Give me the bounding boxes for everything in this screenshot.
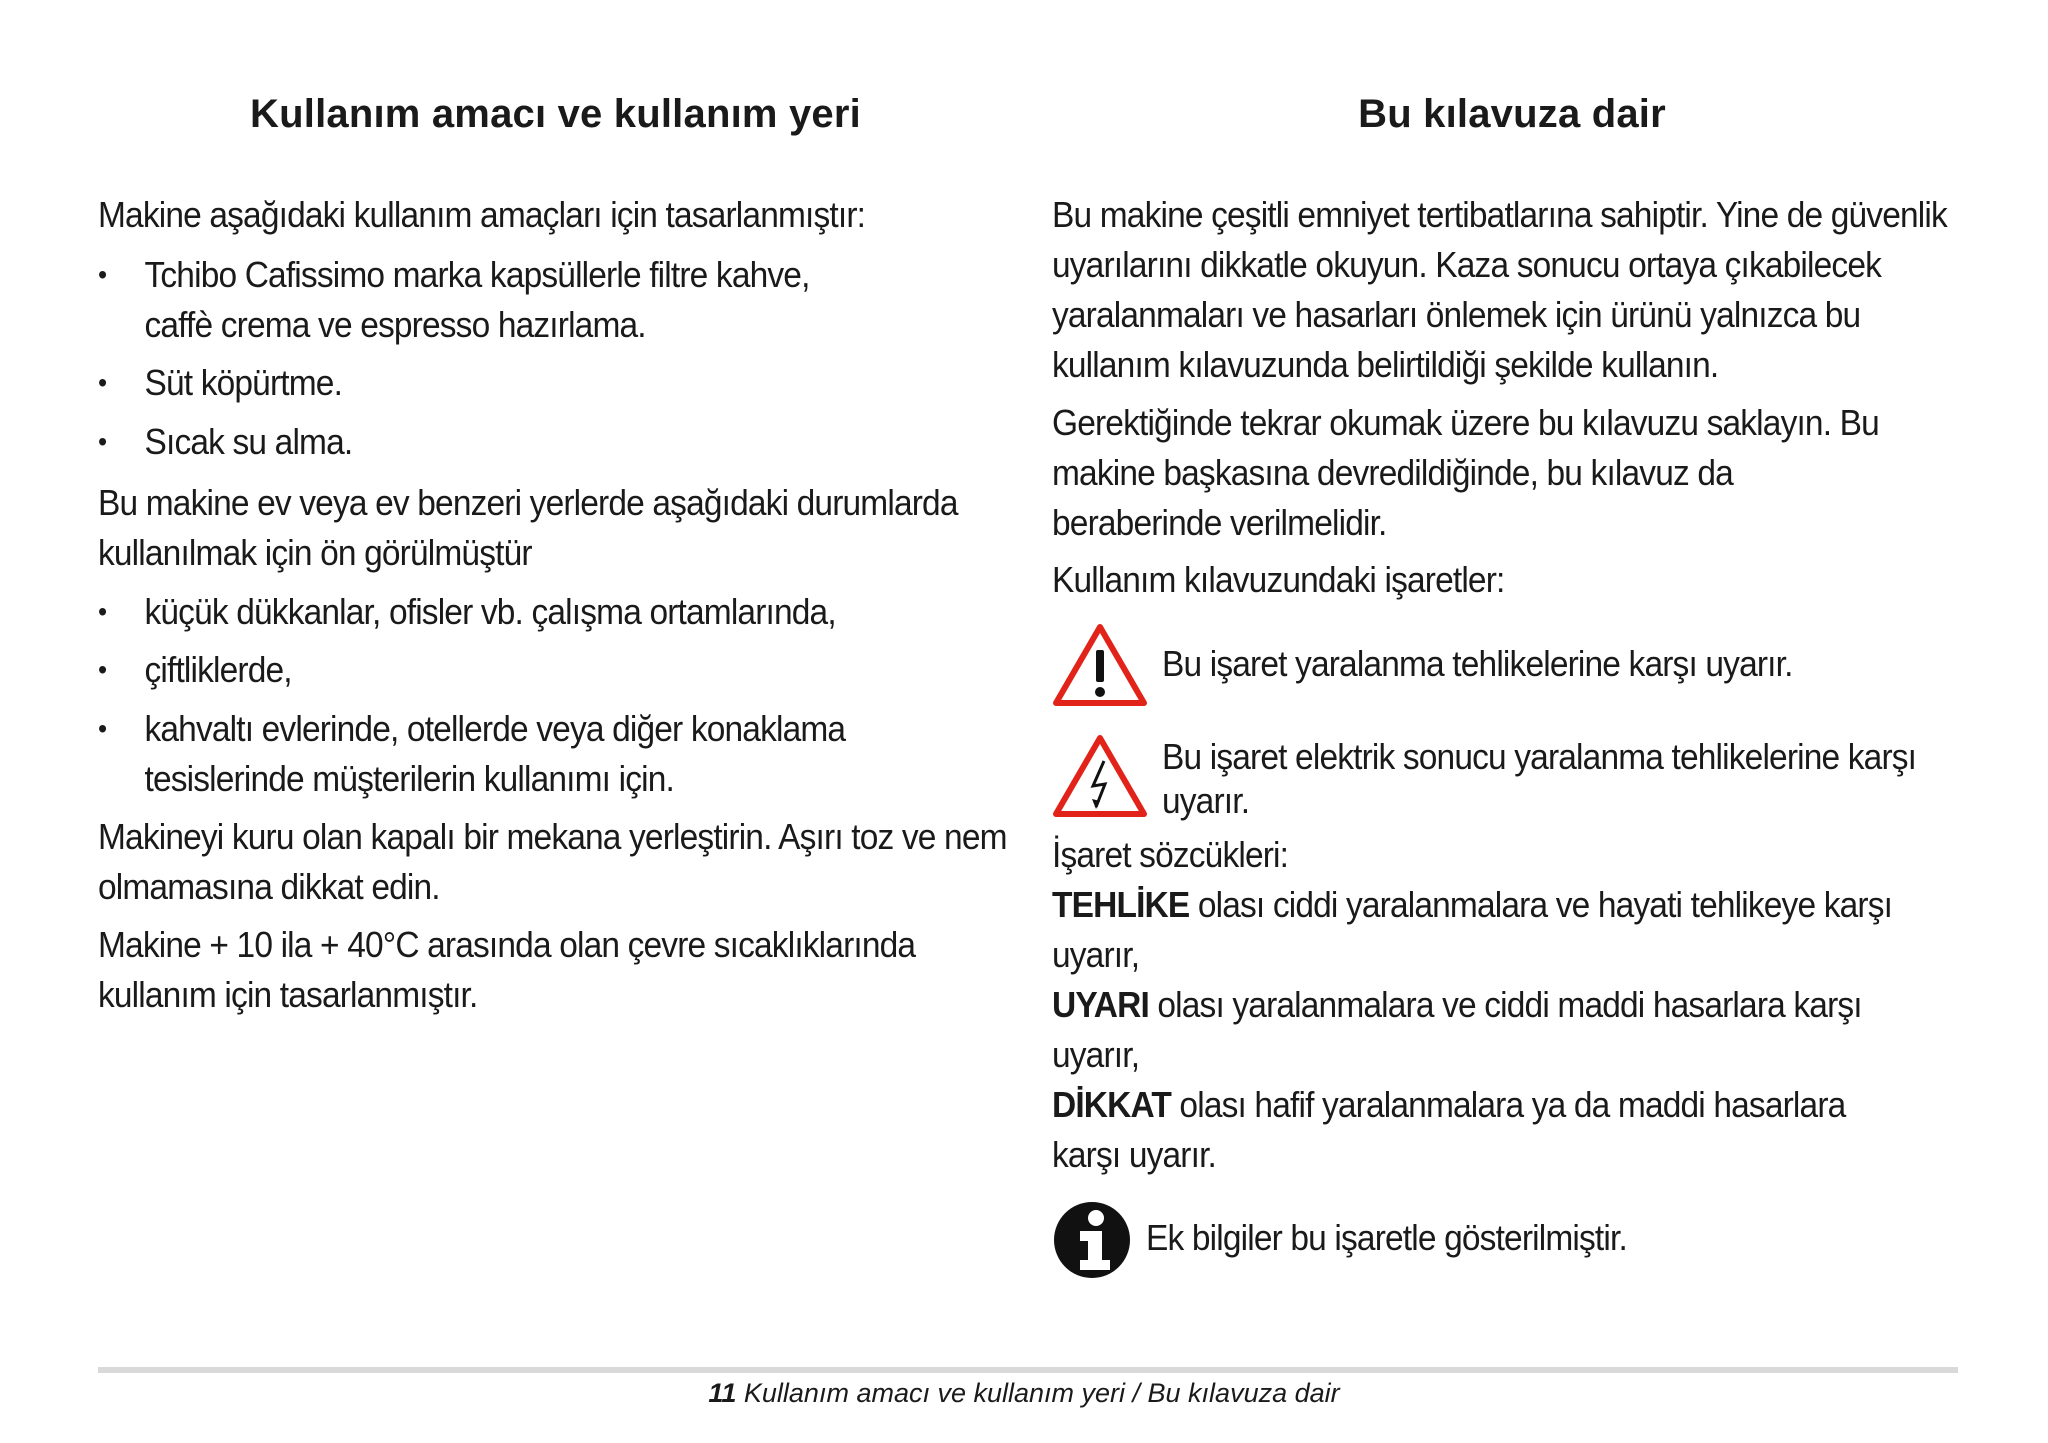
list-item-purpose: • Tchibo Cafissimo marka kapsüllerle filtre kahve, caffè crema ve espresso hazırlama. [98, 250, 823, 350]
keep-manual-paragraph: Gerektiğinde tekrar okumak üzere bu kılavuzu saklayın. Bu makine başkasına devredildiğinde, bu kılavuz da beraberinde verilmelidir. [1052, 402, 1879, 543]
list-item-place: • küçük dükkanlar, ofisler vb. çalışma ortamlarında, [98, 587, 836, 637]
symbol-info-row [1052, 1200, 1906, 1280]
list-item-purpose: • Sıcak su alma. [98, 417, 352, 467]
info-icon [1052, 1200, 1132, 1280]
info-symbol-text: Ek bilgiler bu işaretle gösterilmiştir. [1146, 1217, 1627, 1258]
signal-word-danger [1052, 880, 1926, 980]
footer-title: Kullanım amacı ve kullanım yeri / Bu kılavuza dair [736, 1378, 1340, 1408]
electric-hazard-icon [1052, 733, 1148, 819]
warning-symbol-text: Bu işaret yaralanma tehlikelerine karşı uyarır. [1162, 643, 1793, 684]
signal-word-desc: olası ciddi yaralanmalara ve hayati tehlikeye karşı uyarır, [1052, 884, 1893, 975]
signal-words-title: İşaret sözcükleri: [1052, 834, 1289, 875]
symbol-warning-row [1052, 622, 1922, 708]
list-item-place: • kahvaltı evlerinde, otellerde veya diğer konaklama tesislerinde müşterilerin kullanımı için. [98, 704, 916, 804]
intended-use-intro: Makine aşağıdaki kullanım amaçları için tasarlanmıştır: [98, 194, 866, 235]
places-intro: Bu makine ev veya ev benzeri yerlerde aşağıdaki durumlarda kullanılmak için ön görülmüştür [98, 482, 958, 573]
signal-word-caution [1052, 1080, 1852, 1180]
footer-divider [98, 1367, 1958, 1373]
section-heading-intended-use: Kullanım amacı ve kullanım yeri [250, 92, 861, 136]
list-item-place: • çiftliklerde, [98, 645, 292, 695]
safety-paragraph: Bu makine çeşitli emniyet tertibatlarına sahiptir. Yine de güvenlik uyarılarını dikkatle okuyun. Kaza sonucu ortaya çıkabilecek yaralanmaları ve hasarları önlemek için ürünü yalnızca bu kullanım kılavuzunda belirtildiği şekilde kullanın. [1052, 194, 1947, 385]
list-item-purpose: • Süt köpürtme. [98, 358, 342, 408]
signal-word-label: TEHLİKE [1052, 884, 1190, 925]
signal-word-label: DİKKAT [1052, 1084, 1171, 1125]
signal-word-label: UYARI [1052, 984, 1149, 1025]
section-heading-about-manual: Bu kılavuza dair [1358, 92, 1666, 136]
page-number: 11 [708, 1378, 737, 1408]
page-footer [0, 1378, 2048, 1409]
symbol-electric-row [1052, 733, 1982, 823]
signal-word-desc: olası yaralanmalara ve ciddi maddi hasarlara karşı uyarır, [1052, 984, 1862, 1075]
location-note: Makineyi kuru olan kapalı bir mekana yerleştirin. Aşırı toz ve nem olmamasına dikkat edin. [98, 816, 1007, 907]
signal-word-warning [1052, 980, 1908, 1080]
signal-word-desc: olası hafif yaralanmalara ya da maddi hasarlara karşı uyarır. [1052, 1084, 1846, 1175]
electric-symbol-text: Bu işaret elektrik sonucu yaralanma tehlikelerine karşı uyarır. [1162, 736, 1917, 821]
warning-triangle-icon [1052, 622, 1148, 708]
temperature-note: Makine + 10 ila + 40°C arasında olan çevre sıcaklıklarında kullanım için tasarlanmıştır. [98, 924, 916, 1015]
symbols-intro: Kullanım kılavuzundaki işaretler: [1052, 559, 1505, 600]
